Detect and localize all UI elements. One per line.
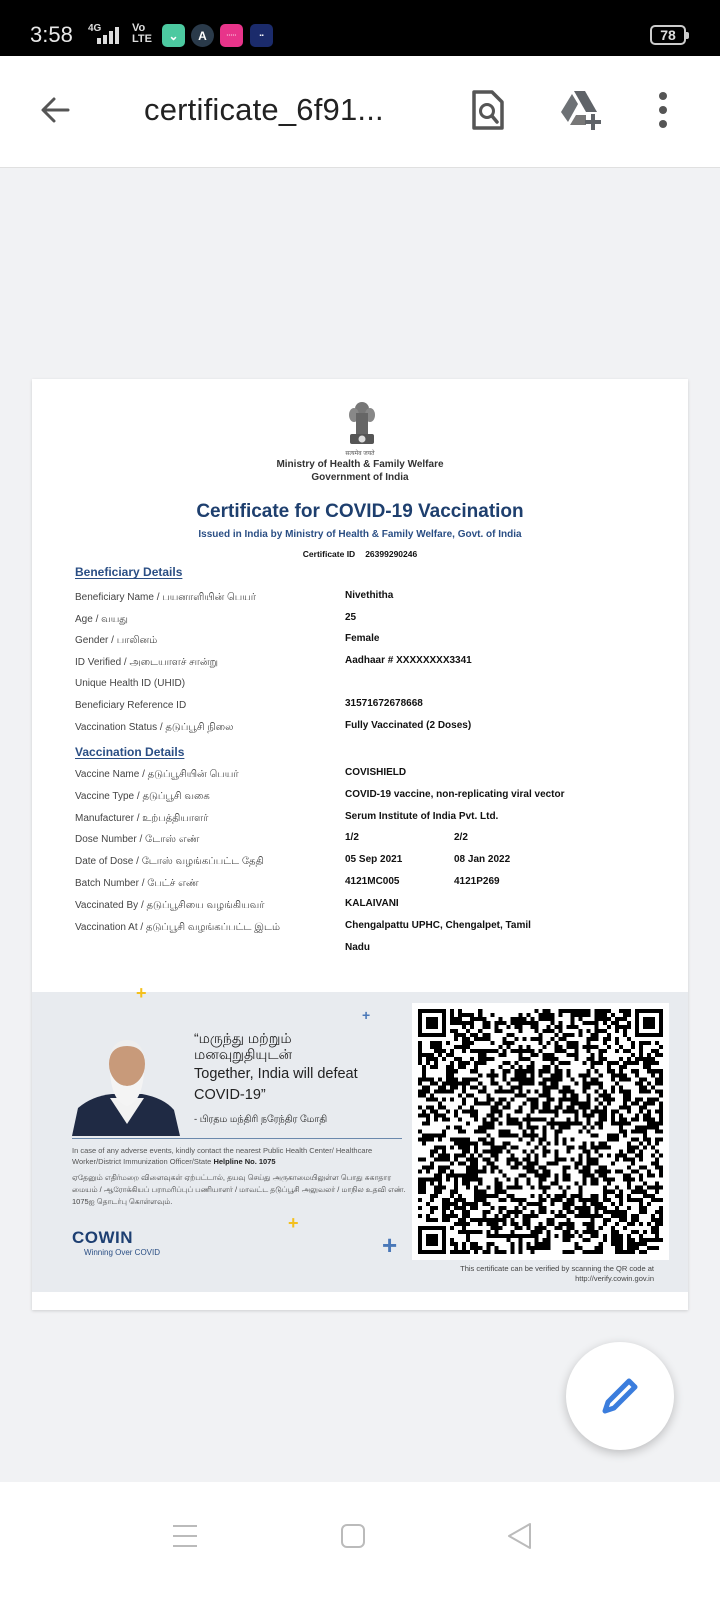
helpline-number: Helpline No. 1075: [213, 1156, 276, 1166]
vaccination-row-label: Manufacturer / உற்பத்தியாளர்: [75, 812, 209, 824]
vaccination-row-value: COVID-19 vaccine, non-replicating viral vector: [345, 788, 565, 800]
qr-code: [412, 1003, 669, 1260]
cowin-banner: [32, 983, 688, 1292]
beneficiary-row-label: Unique Health ID (UHID): [75, 678, 186, 690]
certificate-id-value: 26399290246: [365, 549, 418, 559]
back-triangle-icon[interactable]: [504, 1520, 536, 1552]
beneficiary-row-value: Female: [345, 633, 380, 645]
arrow-left-icon[interactable]: [36, 90, 76, 130]
quote-attribution: - பிரதம மந்திரி நரேந்திர மோதி: [194, 1114, 328, 1125]
vaccination-row-value-dose2: 4121P269: [454, 876, 500, 887]
app-toolbar: [0, 56, 720, 168]
volte-top: Vo: [132, 22, 146, 34]
certificate-subtitle: Issued in India by Ministry of Health & Family Welfare, Govt. of India: [198, 529, 522, 540]
recents-menu-icon[interactable]: [170, 1520, 202, 1552]
qr-verify-note: [412, 1264, 654, 1283]
plus-decoration-icon: +: [382, 1230, 398, 1260]
quote-tamil-line1: “மருந்து மற்றும்: [194, 1030, 292, 1046]
status-bar: [0, 0, 720, 56]
vaccination-row-value: 1/2: [345, 832, 359, 844]
qr-verify-url: http://verify.cowin.gov.in: [575, 1273, 654, 1283]
quote-english: [194, 1064, 358, 1106]
network-type: 4G: [88, 23, 102, 34]
vaccination-row-label: Vaccine Type / தடுப்பூசி வகை: [75, 790, 210, 802]
status-time: 3:58: [30, 22, 73, 47]
more-vert-icon[interactable]: [641, 88, 685, 132]
adverse-events-text: In case of any adverse events, kindly contact the nearest Public Health Center/ Healthcare Worker/District Immunization Officer/State: [72, 1146, 373, 1166]
app-icon-a: A: [191, 24, 214, 47]
vaccination-row-value: KALAIVANI: [345, 897, 399, 909]
vaccination-row-label: Batch Number / பேட்ச் எண்: [75, 878, 199, 889]
vaccination-place-continued: Nadu: [345, 942, 370, 953]
battery-icon: [650, 25, 686, 45]
vaccination-row-value: 05 Sep 2021: [345, 854, 403, 866]
app-icon-navy: ▪▪: [250, 24, 273, 47]
certificate-id-label: Certificate ID: [302, 549, 356, 559]
qr-code-image: [418, 1009, 663, 1254]
plus-decoration-icon: +: [362, 1007, 371, 1023]
document-title: certificate_6f91...: [144, 92, 384, 127]
find-in-document-icon[interactable]: [466, 88, 510, 132]
vaccination-row-value: Serum Institute of India Pvt. Ltd.: [345, 810, 499, 822]
app-icon-pink: ·····: [220, 24, 243, 47]
plus-decoration-icon: +: [136, 983, 147, 1003]
beneficiary-details-heading: Beneficiary Details: [75, 565, 183, 579]
certificate-title: Certificate for COVID-19 Vaccination: [196, 501, 524, 522]
quote-english-line2: COVID-19”: [194, 1087, 266, 1103]
home-square-icon[interactable]: [337, 1520, 369, 1552]
quote-tamil: [194, 1030, 292, 1062]
plus-decoration-icon: +: [288, 1213, 299, 1233]
beneficiary-row-label: Beneficiary Name / பயனாளியின் பெயர்: [75, 592, 257, 603]
vaccination-row-value-dose2: 08 Jan 2022: [454, 854, 511, 866]
vaccination-row-value: 4121MC005: [345, 876, 400, 887]
signal-icon: [97, 27, 119, 44]
adverse-events-note: [72, 1146, 412, 1167]
certificate-page: [32, 379, 688, 1310]
edit-pencil-icon: [600, 1376, 640, 1416]
vaccination-row-value: COVISHIELD: [345, 767, 407, 778]
vaccination-row-label: Vaccine Name / தடுப்பூசியின் பெயர்: [75, 769, 239, 780]
vaccination-details-heading: Vaccination Details: [75, 745, 185, 759]
emblem-caption: सत्यमेव जयते: [345, 451, 375, 457]
beneficiary-row-label: Gender / பாலினம்: [75, 635, 158, 647]
beneficiary-row-label: Age / வயது: [75, 613, 128, 625]
beneficiary-row-label: ID Verified / அடையாளச் சான்று: [75, 656, 218, 668]
ministry-name: Ministry of Health & Family Welfare: [276, 459, 444, 470]
cowin-logo: COWIN: [72, 1228, 134, 1247]
quote-english-line1: Together, India will defeat: [194, 1066, 358, 1082]
cowin-tagline: Winning Over COVID: [84, 1248, 161, 1257]
certificate-id: [32, 549, 688, 559]
beneficiary-row-label: Vaccination Status / தடுப்பூசி நிலை: [75, 721, 234, 733]
beneficiary-row-value: 31571672678668: [345, 698, 423, 709]
government-name: Government of India: [311, 472, 409, 483]
beneficiary-row-label: Beneficiary Reference ID: [75, 700, 187, 711]
quote-tamil-line2: மனவுறுதியுடன்: [194, 1046, 293, 1062]
vaccination-row-label: Vaccination At / தடுப்பூசி வழங்கப்பட்ட இடம்: [75, 921, 280, 933]
vaccination-row-value: Chengalpattu UPHC, Chengalpet, Tamil: [345, 919, 531, 931]
beneficiary-row-value: Fully Vaccinated (2 Doses): [345, 719, 472, 731]
beneficiary-row-value: Nivethitha: [345, 590, 394, 601]
vaccination-row-label: Dose Number / டோஸ் எண்: [75, 834, 200, 846]
volte-icon: [132, 23, 152, 45]
volte-bottom: LTE: [132, 33, 152, 45]
system-nav-bar: [0, 1482, 720, 1600]
divider: [72, 1138, 402, 1139]
beneficiary-row-value: 25: [345, 611, 357, 623]
beneficiary-row-value: Aadhaar # XXXXXXXX3341: [345, 654, 472, 666]
add-to-drive-icon[interactable]: [558, 88, 602, 132]
edit-button[interactable]: [566, 1342, 674, 1450]
qr-modules: [418, 1009, 663, 1254]
battery-level: 78: [660, 27, 676, 43]
qr-note-line1: This certificate can be verified by scanning the QR code at: [460, 1264, 654, 1273]
vaccination-row-label: Vaccinated By / தடுப்பூசியை வழங்கியவர்: [75, 899, 265, 911]
vaccination-row-label: Date of Dose / டோஸ் வழங்கப்பட்ட தேதி: [75, 856, 264, 868]
vaccination-row-value-dose2: 2/2: [454, 832, 468, 844]
adverse-events-note-tamil: ஏதேனும் எதிர்மறை விளைவுகள் ஏற்பட்டால், தயவு செய்து அருகாமையிலுள்ள பொது சுகாதார மையம் / ஆரோக்கியப் பராமரிப்புப் பணியாளர் / மாவட்ட தடுப்பூசி அலுவலர் / மாநில உதவி எண். 1075ஐ தொடர்பு கொள்ளவும்.: [72, 1173, 406, 1206]
prime-minister-photo: [72, 1036, 182, 1136]
app-icon-green: ⌄: [162, 24, 185, 47]
